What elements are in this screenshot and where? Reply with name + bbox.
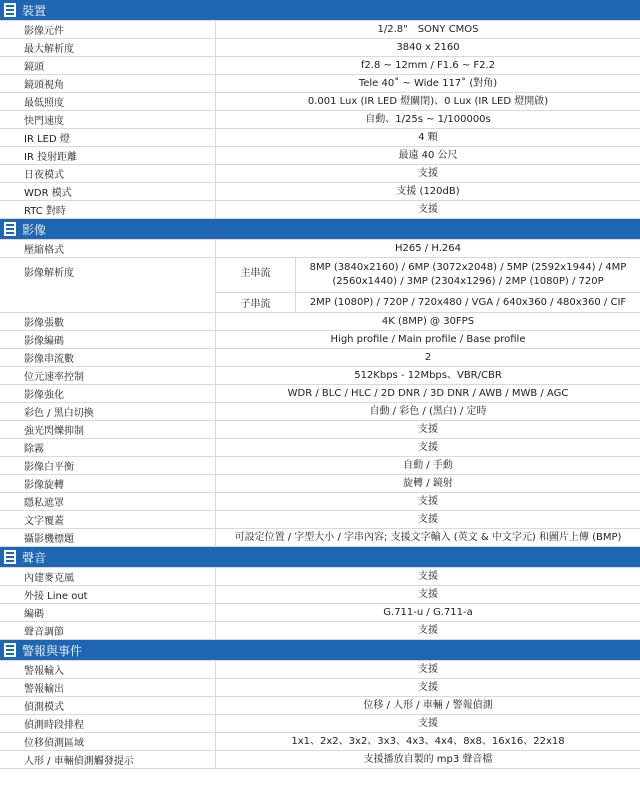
spec-row — [0, 715, 640, 733]
row-label: 聲音調節 — [0, 622, 216, 639]
row-value: 支援 — [418, 570, 438, 582]
spec-row — [0, 751, 640, 769]
row-label: IR 投射距離 — [0, 147, 216, 164]
row-label: 警報輸出 — [0, 679, 216, 696]
section-title: 聲音 — [22, 550, 47, 565]
row-value: H265 / H.264 — [395, 242, 461, 254]
row-label: 文字覆蓋 — [0, 511, 216, 528]
row-label: 外接 Line out — [0, 586, 216, 603]
row-value: Tele 40˚ ~ Wide 117˚ (對角) — [358, 77, 498, 89]
spec-row — [0, 529, 640, 547]
row-label: 影像張數 — [0, 313, 216, 330]
spec-row — [0, 385, 640, 403]
row-label: 除霧 — [0, 439, 216, 456]
row-value: 支援 — [418, 624, 438, 636]
row-value: 自動、1/25s ~ 1/100000s — [365, 113, 491, 125]
row-label: 彩色 / 黑白切換 — [0, 403, 216, 420]
row-value: 支援 — [418, 495, 438, 507]
row-label: 編碼 — [0, 604, 216, 621]
row-label: 影像元件 — [0, 21, 216, 38]
row-label: 影像解析度 — [0, 258, 216, 312]
spec-row — [0, 679, 640, 697]
row-label: 影像旋轉 — [0, 475, 216, 492]
spec-row — [0, 475, 640, 493]
spec-row — [0, 240, 640, 258]
row-value: 支援 — [418, 203, 438, 215]
spec-row — [0, 349, 640, 367]
row-label: 鏡頭視角 — [0, 75, 216, 92]
row-value: 位移 / 人形 / 車輛 / 警報偵測 — [363, 699, 493, 711]
row-label: 影像串流數 — [0, 349, 216, 366]
spec-row — [0, 129, 640, 147]
spec-row — [0, 147, 640, 165]
section-header-alarm — [0, 640, 640, 661]
row-value: WDR / BLC / HLC / 2D DNR / 3D DNR / AWB / MWB / AGC — [287, 387, 569, 399]
row-label: 壓縮格式 — [0, 240, 216, 257]
row-value: 支援 — [418, 588, 438, 600]
row-value: 支援 — [418, 167, 438, 179]
row-value: 支援 — [418, 681, 438, 693]
spec-row — [0, 439, 640, 457]
spec-row — [0, 367, 640, 385]
row-label: 偵測模式 — [0, 697, 216, 714]
list-icon — [4, 643, 16, 657]
spec-row — [0, 457, 640, 475]
row-label: 位移偵測區域 — [0, 733, 216, 750]
spec-row — [0, 93, 640, 111]
row-label: 強光閃爍抑制 — [0, 421, 216, 438]
row-value: 支援 (120dB) — [396, 185, 460, 197]
row-value: 支援 — [418, 513, 438, 525]
main-stream-label: 主串流 — [216, 258, 296, 292]
spec-row — [0, 604, 640, 622]
section-title: 影像 — [22, 222, 47, 237]
spec-row — [0, 733, 640, 751]
row-value: 3840 x 2160 — [396, 41, 460, 53]
list-icon — [4, 3, 16, 17]
list-icon — [4, 222, 16, 236]
spec-row — [0, 511, 640, 529]
row-value: 可設定位置 / 字型大小 / 字串內容; 支援文字輸入 (英文 & 中文字元) 和圖片上傳 (BMP) — [234, 531, 622, 543]
spec-row — [0, 421, 640, 439]
spec-row — [0, 75, 640, 93]
spec-row — [0, 313, 640, 331]
spec-row — [0, 201, 640, 219]
row-label: 最低照度 — [0, 93, 216, 110]
row-value: 支援 — [418, 423, 438, 435]
list-icon — [4, 550, 16, 564]
spec-row — [0, 568, 640, 586]
row-value: 0.001 Lux (IR LED 燈關閉)、0 Lux (IR LED 燈開啟) — [307, 95, 549, 107]
row-value: f2.8 ~ 12mm / F1.6 ~ F2.2 — [360, 59, 496, 71]
section-title: 裝置 — [22, 3, 47, 18]
section-header-audio — [0, 547, 640, 568]
sub-stream-value: 2MP (1080P) / 720P / 720x480 / VGA / 640x360 / 480x360 / CIF — [309, 296, 627, 308]
row-label: 人形 / 車輛偵測觸發提示 — [0, 751, 216, 768]
row-label: 最大解析度 — [0, 39, 216, 56]
sub-stream-label: 子串流 — [216, 293, 296, 312]
row-label: 攝影機標題 — [0, 529, 216, 546]
section-header-device — [0, 0, 640, 21]
row-value: 最遠 40 公尺 — [398, 149, 458, 161]
row-label: WDR 模式 — [0, 183, 216, 200]
row-value: 支援播放自製的 mp3 聲音檔 — [363, 753, 493, 765]
spec-row — [0, 403, 640, 421]
spec-row — [0, 39, 640, 57]
row-label: 位元速率控制 — [0, 367, 216, 384]
row-value: 支援 — [418, 717, 438, 729]
row-value: 自動 / 彩色 / (黑白) / 定時 — [369, 405, 487, 417]
spec-row — [0, 111, 640, 129]
spec-row — [0, 622, 640, 640]
row-value: High profile / Main profile / Base profile — [330, 333, 526, 345]
spec-row — [0, 331, 640, 349]
row-value: 2 — [424, 351, 432, 363]
row-label: 影像白平衡 — [0, 457, 216, 474]
spec-row — [0, 21, 640, 39]
spec-row — [0, 586, 640, 604]
row-value: 4K (8MP) @ 30FPS — [381, 315, 475, 327]
row-value: 1x1、2x2、3x2、3x3、4x3、4x4、8x8、16x16、22x18 — [291, 735, 565, 747]
spec-row — [0, 183, 640, 201]
row-value: 512Kbps - 12Mbps、VBR/CBR — [354, 369, 502, 381]
row-label: 影像強化 — [0, 385, 216, 402]
row-label: 警報輸入 — [0, 661, 216, 678]
row-value: 支援 — [418, 663, 438, 675]
spec-row — [0, 493, 640, 511]
section-title: 警報與事件 — [22, 643, 83, 658]
row-value: G.711-u / G.711-a — [383, 606, 473, 618]
row-label: 內建麥克風 — [0, 568, 216, 585]
row-value: 4 顆 — [418, 131, 438, 143]
spec-row — [0, 661, 640, 679]
row-label: 偵測時段排程 — [0, 715, 216, 732]
row-label: 日夜模式 — [0, 165, 216, 182]
spec-row — [0, 57, 640, 75]
row-value: 支援 — [418, 441, 438, 453]
spec-row — [0, 165, 640, 183]
spec-row — [0, 697, 640, 715]
resolution-row — [0, 258, 640, 313]
row-label: 快門速度 — [0, 111, 216, 128]
main-stream-value: 8MP (3840x2160) / 6MP (3072x2048) / 5MP (2592x1944) / 4MP (2560x1440) / 3MP (2304x1296) / 2MP (1080P) / 720P — [309, 262, 627, 287]
row-label: 鏡頭 — [0, 57, 216, 74]
row-label: 影像編碼 — [0, 331, 216, 348]
row-value: 旋轉 / 鏡射 — [403, 477, 453, 489]
row-label: IR LED 燈 — [0, 129, 216, 146]
row-value: 自動 / 手動 — [403, 459, 453, 471]
row-value: 1/2.8" SONY CMOS — [377, 23, 479, 35]
row-label: RTC 對時 — [0, 201, 216, 218]
section-header-image — [0, 219, 640, 240]
row-label: 隱私遮罩 — [0, 493, 216, 510]
